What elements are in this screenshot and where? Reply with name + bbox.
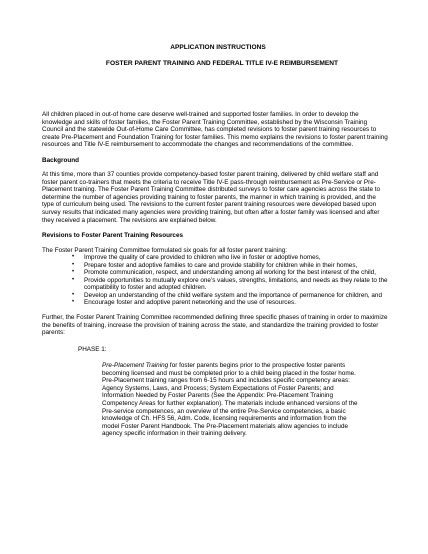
bullet-icon: • xyxy=(72,261,75,268)
bullet-icon: • xyxy=(72,254,75,261)
phase-paragraph xyxy=(102,362,362,437)
goals-intro: The Foster Parent Training Committee formulated six goals for all foster parent training: xyxy=(42,246,288,254)
further-paragraph: Further, the Foster Parent Training Committee recommended defining three specific phases of training in order to maximize the benefits of training, increase the provision of training across the state, and standardize the training provided to foster parents: xyxy=(42,314,388,337)
list-item: • Provide opportunities to mutually explore one’s values, strengths, limitations, and needs as they relate to the compatibility to foster and adopted children. xyxy=(72,276,388,292)
list-item: • Develop an understanding of the child welfare system and the importance of permanence for children, and xyxy=(72,291,382,299)
bullet-icon: • xyxy=(72,269,75,276)
phase-text: for foster parents begins prior to the prospective foster parents becoming licensed and must be completed prior to a child being placed in the foster home. Pre-Placement training ranges from 6-15 hours and includes specific competency areas: Agency Systems, Laws, and Process; System Expectations of Foster Parents; and Information Needed by Foster Parents (See the Appendix: Pre-Placement Training Competency Areas for further explanation). The materials include enhanced versions of the Pre-service competences, an overview of the entire Pre-Service competencies, a basic knowledge of Ch. HFS 56, Adm. Code, licensing requirements and information from the model Foster Parent Handbook. The Pre-Placement materials allow agencies to include agency specific information in their training delivery. xyxy=(102,362,358,438)
intro-paragraph: All children placed in out-of home care deserve well-trained and supported foster families. In order to develop the knowledge and skills of foster families, the Foster Parent Training Committee, established by the Wisconsin Training Council and the statewide Out-of-Home Care Committee, has completed revisions to foster parent training resources to create Pre-Placement and Foundation Training for foster families. This memo explains the revisions to foster parent training resources and Title IV-E reimbursement to accommodate the changes and recommendations of the committee. xyxy=(42,111,388,149)
phase-label: PHASE 1: xyxy=(78,345,107,353)
bullet-icon: • xyxy=(72,299,75,306)
list-item: • Promote communication, respect, and understanding among all working for the best interest of the child, xyxy=(72,269,376,277)
document-subtitle: FOSTER PARENT TRAINING AND FEDERAL TITLE IV-E REIMBURSEMENT xyxy=(105,60,339,67)
bullet-icon: • xyxy=(72,276,75,283)
goals-list xyxy=(42,254,388,307)
bullet-icon: • xyxy=(72,291,75,298)
phase-term: Pre-Placement Training xyxy=(102,362,169,370)
list-item: • Prepare foster and adoptive families to care and provide stability for children while in their homes, xyxy=(72,261,358,269)
list-item: • Improve the quality of care provided to children who live in foster or adoptive homes, xyxy=(72,254,321,262)
revisions-heading: Revisions to Foster Parent Training Resources xyxy=(42,232,184,240)
document-title: APPLICATION INSTRUCTIONS xyxy=(170,44,266,51)
background-paragraph: At this time, more than 37 counties provide competency-based foster parent training, delivered by child welfare staff and foster parent co-trainers that meets the criteria to receive Title IV-E pass-through reimbursement as Pre-Service or Pre-Placement training. The Foster Parent Training Committee distributed surveys to foster care agencies across the state to determine the number of agencies providing training to foster parents, the manner in which training is provided, and the type of curriculum being used. The revisions to the current foster parent training resources were developed based upon survey results that indicated many agencies were providing training, but often after a foster family was licensed and after they received a placement. The revisions are explained below. xyxy=(42,171,381,224)
background-heading: Background xyxy=(42,156,80,164)
list-item: • Encourage foster and adoptive parent networking and the use of resources. xyxy=(72,299,296,307)
